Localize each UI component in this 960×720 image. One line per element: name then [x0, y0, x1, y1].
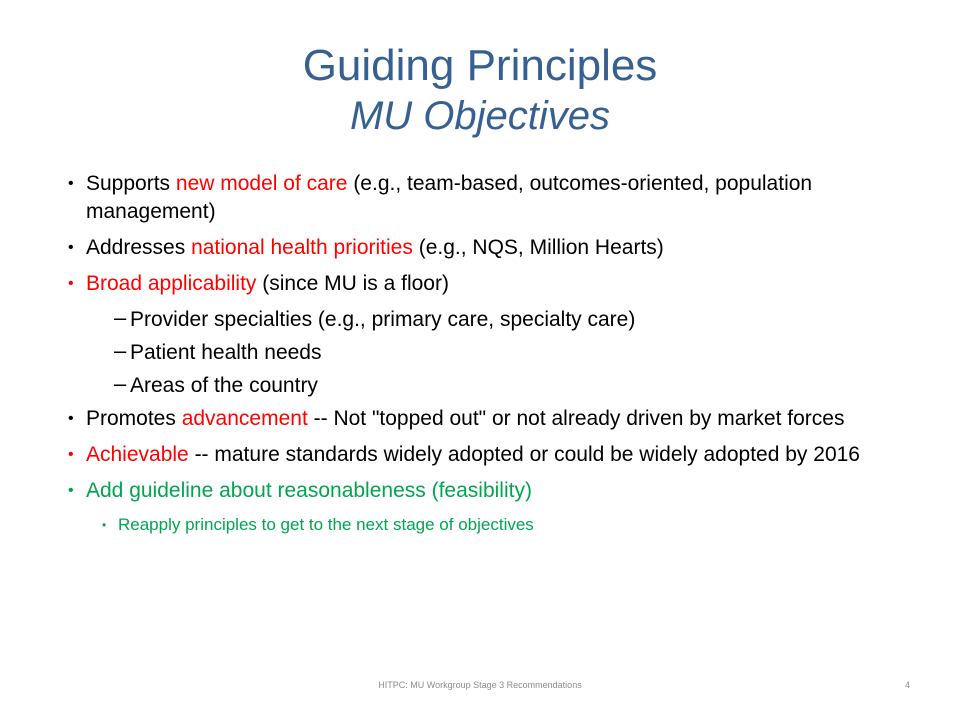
bullet-text: Addresses: [86, 236, 192, 259]
bullet-item: [68, 441, 908, 469]
slide-title: Guiding Principles: [302, 41, 658, 90]
slide-subtitle: MU Objectives: [349, 94, 611, 138]
bullet-dot-icon: •: [68, 482, 74, 499]
bullet-highlight: national health priorities: [191, 236, 413, 259]
dash-icon: –: [114, 305, 127, 330]
sub-bullet-text: Reapply principles to get to the next stage of objectives: [118, 515, 534, 534]
bullet-highlight: Achievable: [86, 443, 189, 466]
bullet-list: [68, 170, 908, 545]
bullet-dot-icon: •: [102, 518, 107, 532]
bullet-highlight: Broad applicability: [86, 272, 257, 295]
bullet-item: [68, 170, 908, 226]
sub-bullet-item: [68, 339, 908, 367]
bullet-text: Supports: [86, 172, 176, 195]
bullet-dot-icon: •: [68, 275, 74, 292]
bullet-text: Add guideline about reasonableness (feasibility): [86, 479, 532, 502]
bullet-highlight: advancement: [181, 407, 308, 430]
bullet-highlight: new model of care: [175, 172, 348, 195]
bullet-text: -- Not "topped out" or not already driven by market forces: [307, 407, 845, 430]
sub-bullet-text: Provider specialties (e.g., primary care, specialty care): [130, 308, 636, 331]
sub-bullet-item: [68, 306, 908, 334]
bullet-item: [68, 234, 908, 262]
page-number: 4: [904, 680, 910, 690]
bullet-item: [68, 477, 908, 505]
title-block: [0, 40, 960, 140]
sub-bullet-item: [68, 372, 908, 400]
dash-icon: –: [114, 371, 127, 396]
sub-bullet-item: [68, 513, 908, 537]
bullet-dot-icon: •: [68, 175, 74, 192]
bullet-text: (since MU is a floor): [256, 272, 449, 295]
bullet-text: (e.g., NQS, Million Hearts): [412, 236, 664, 259]
slide-footer: HITPC: MU Workgroup Stage 3 Recommendations: [378, 680, 582, 690]
sub-bullet-text: Patient health needs: [130, 341, 322, 364]
bullet-item: [68, 405, 908, 433]
bullet-dot-icon: •: [68, 446, 74, 463]
bullet-text: (e.g., team-based, outcomes-oriented, population management): [86, 172, 813, 223]
dash-icon: –: [114, 338, 127, 363]
sub-bullet-text: Areas of the country: [130, 374, 318, 397]
bullet-text: -- mature standards widely adopted or could be widely adopted by 2016: [188, 443, 860, 466]
bullet-item: [68, 270, 908, 298]
bullet-dot-icon: •: [68, 410, 74, 427]
bullet-text: Promotes: [86, 407, 182, 430]
bullet-dot-icon: •: [68, 239, 74, 256]
